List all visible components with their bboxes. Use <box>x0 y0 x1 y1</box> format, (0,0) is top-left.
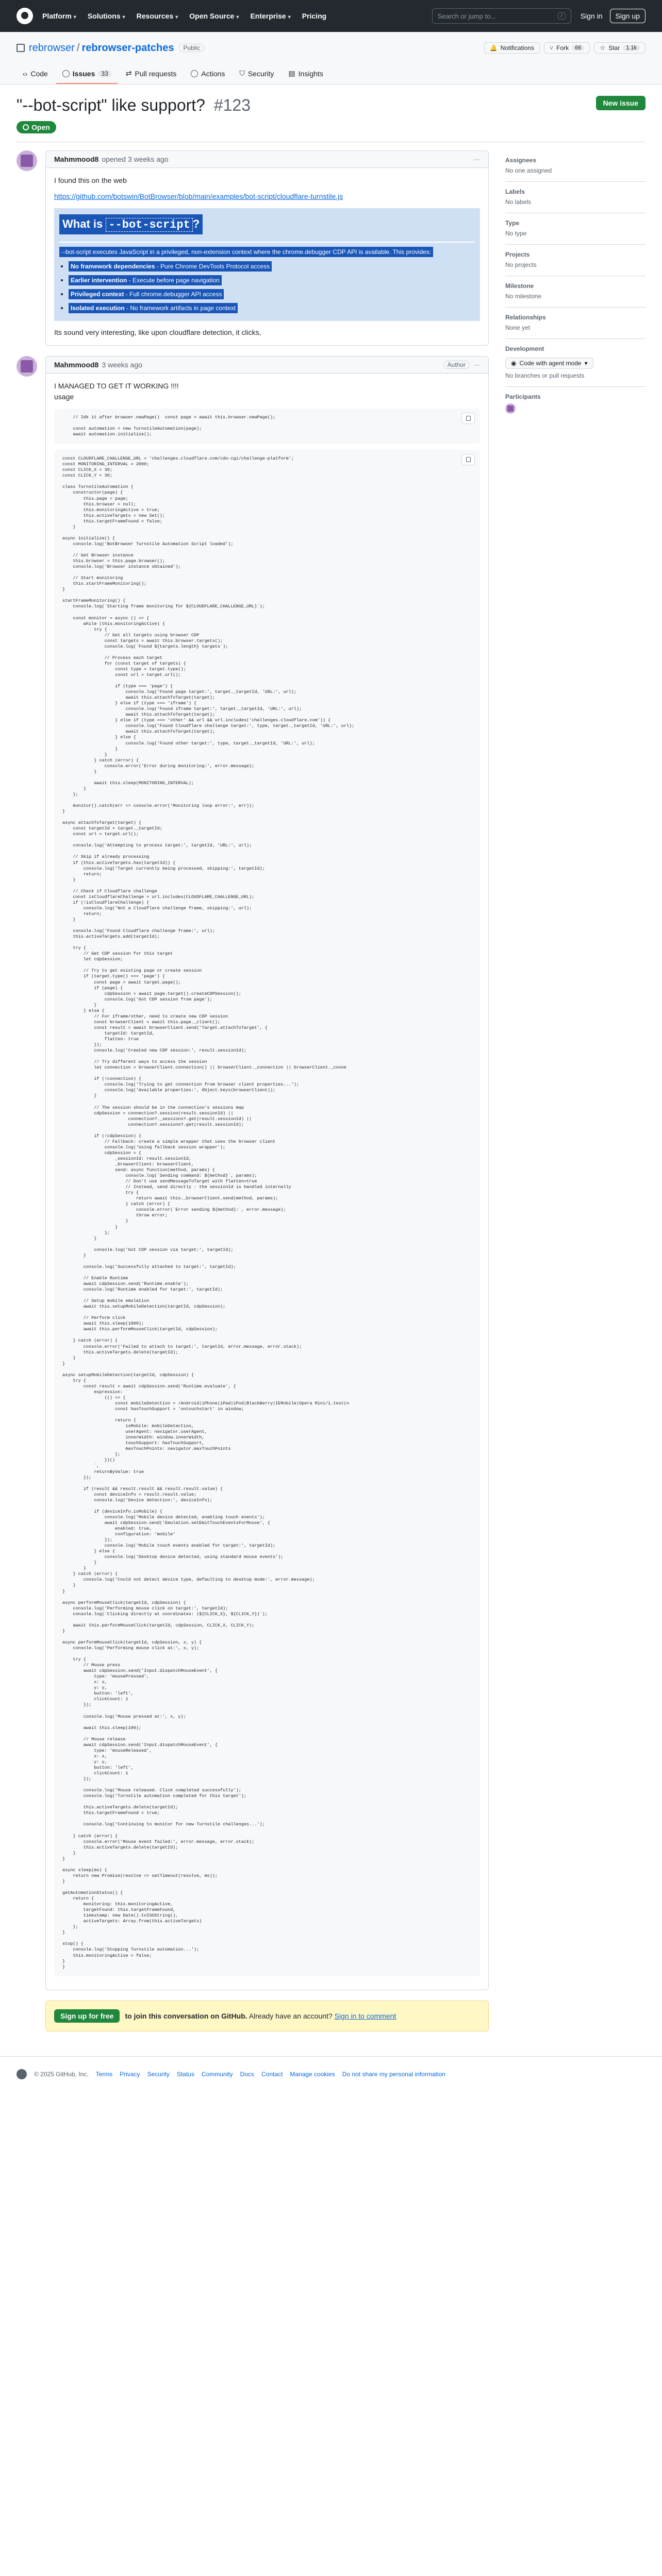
code-block-implementation: const CLOUDFLARE_CHALLENGE_URL = 'challenges.cloudflare.com/cdn-cgi/challenge-platform'; const MONITORING_INTERVAL = 2000; const CLICK_X = 30; const CLICK_Y = 30; class TurnstileAutomation { constructor(page) { this.page = page; this.browser = null; this.monitoringActive = true; this.activeTargets = new Set(); this.targetFrameFound = false; } async initialize() { console.log('BotBrowser Turnstile Automation Script loaded'); // Get Browser instance this.browser = this.page.browser(); console.log('Browser instance obtained'); // Start monitoring this.startFrameMonitoring(); } startFrameMonitoring() { console.log(`Starting frame monitoring for ${CLOUDFLARE_CHALLENGE_URL}`); const monitor = async () => { while (this.monitoringActive) { try { // Get all targets using browser CDP const targets = await this.browser.targets(); console.log(`Found ${targets.length} targets`); // Process each target for (const target of targets) { const type = target.type(); const url = target.url(); if (type === 'page') { console.log('Found page target:', target._targetId, 'URL:', url); await this.attachToTarget(target); } else if (type === 'iframe') { console.log('Found iframe target:', target._targetId, 'URL:', url); await this.attachToTarget(target); } else if (type === 'other' && url && url.includes('challenges.cloudflare.com')) { console.log('Found Cloudflare challenge target:', type, target._targetId, 'URL:', url); await this.attachToTarget(target); } else { console.log('Found other target:', type, target._targetId, 'URL:', url); } } } catch (error) { console.error('Error during monitoring:', error.message); } await this.sleep(MONITORING_INTERVAL); } }; monitor().catch(err => console.error('Monitoring loop error:', err)); } async attachToTarget(target) { const targetId = target._targetId; const url = target.url(); console.log('Attempting to process target:', targetId, 'URL:', url); // Skip if already processing if (this.activeTargets.has(targetId)) { console.log('Target currently being processed, skipping:', targetId); return; } // Check if Cloudflare challenge const isCloudflareChallenge = url.includes(CLOUDFLARE_CHALLENGE_URL); if (!isCloudflareChallenge) { console.log('Not a Cloudflare challenge frame, skipping:', url); return; } console.log('Found Cloudflare challenge frame:', url); this.activeTargets.add(targetId); try { // Get CDP session for this target let cdpSession; // Try to get existing page or create session if (target.type() === 'page') { const page = await target.page(); if (page) { cdpSession = await page.target().createCDPSession(); console.log('Got CDP session from page'); } } else { // For iframe/other, need to create new CDP session const browserClient = await this.page._client(); const result = await browserClient.send('Target.attachToTarget', { targetId: targetId, flatten: true }); console.log('Created new CDP session:', result.sessionId); // Try different ways to access the session let connection = browserClient.connection() || browserClient._connection || browserClient._conne if (!connection) { console.log('Trying to get connection from browser client properties...'); console.log('Available properties:', Object.keys(browserClient)); } // The session should be in the connection's sessions map cdpSession = connection?.session(result.sessionId) || connection?._sessions?.get(result.sessionId) || connection?.sessions?.get(result.sessionId); if (!cdpSession) { // Fallback: create a simple wrapper that uses the browser client console.log('Using fallback session wrapper'); cdpSession = { _sessionId: result.sessionId, _browserClient: browserClient, send: async function(method, params) { console.log(`Sending command: ${method}`, params); // Don't use sendMessageToTarget with flatten=true // Instead, send directly - the sessionId is handled internally try { return await this._browserClient.send(method, params); } catch (error) { console.error(`Error sending ${method}:`, error.message); throw error; } } }; } console.log('Got CDP session via target:', targetId); } console.log('Successfully attached to target:', targetId); // Enable Runtime await cdpSession.send('Runtime.enable'); console.log('Runtime enabled for target:', targetId); // Setup mobile emulation await this.setupMobileDetection(targetId, cdpSession); // Perform click await this.sleep(1000); await this.performMouseClick(targetId, cdpSession); } catch (error) { console.error('Failed to attach to target:', targetId, error.message, error.stack); this.activeTargets.delete(targetId); } } async setupMobileDetection(targetId, cdpSession) { try { const result = await cdpSession.send('Runtime.evaluate', { expression: ` (() => { const mobileDetection = /Android|iPhone|iPad|iPod|BlackBerry|IEMobile|Opera Mini/i.test(n const hasTouchSupport = 'ontouchstart' in window; return { isMobile: mobileDetection, userAgent: navigator.userAgent, innerWidth: window.innerWidth, touchSupport: hasTouchSupport, maxTouchPoints: navigator.maxTouchPoints }; })() `, returnByValue: true }); if (result && result.result && result.result.value) { const deviceInfo = result.result.value; console.log('Device detection:', deviceInfo); if (deviceInfo.isMobile) { console.log('Mobile device detected, enabling touch events'); await cdpSession.send('Emulation.setEmitTouchEventsForMouse', { enabled: true, configuration: 'mobile' }); console.log('Mobile touch events enabled for target:', targetId); } else { console.log('Desktop device detected, using standard mouse events'); } } } catch (error) { console.log('Could not detect device type, defaulting to desktop mode:', error.message); } } async performMouseClick(targetId, cdpSession) { console.log('Performing mouse click on target:', targetId); console.log(`Clicking directly at coordinates: (${CLICK_X}, ${CLICK_Y})`); await this.performMouseClick(targetId, cdpSession, CLICK_X, CLICK_Y); } async performMouseClick(targetId, cdpSession, x, y) { console.log('Performing mouse click at:', x, y); try { // Mouse press await cdpSession.send('Input.dispatchMouseEvent', { type: 'mousePressed', x: x, y: y, button: 'left', clickCount: 1 }); console.log('Mouse pressed at:', x, y); await this.sleep(100); // Mouse release await cdpSession.send('Input.dispatchMouseEvent', { type: 'mouseReleased', x: x, y: y, button: 'left', clickCount: 1 }); console.log('Mouse released. Click completed successfully'); console.log('Turnstile automation completed for this target'); this.activeTargets.delete(targetId); this.targetFrameFound = true; console.log('Continuing to monitor for new Turnstile challenges...'); } catch (error) { console.error('Mouse event failed:', error.message, error.stack); this.activeTargets.delete(targetId); } } async sleep(ms) { return new Promise(resolve => setTimeout(resolve, ms)); } getAutomationStatus() { return { monitoring: this.monitoringActive, targetFound: this.targetFrameFound, timestamp: new Date().toISOString(), activeTargets: Array.from(this.activeTargets) }; } stop() { console.log('Stopping Turnstile automation...'); this.monitoringActive = false; } } <box>54 450 480 1976</box>
milestone-value: No milestone <box>505 293 542 300</box>
star-label: Star <box>608 44 620 52</box>
footer-link-privacy[interactable]: Privacy <box>120 2070 140 2078</box>
tab-security[interactable] <box>233 65 280 84</box>
code-block-usage: // Idk it after browser.newPage() const page = await this.browser.newPage(); const automation = new TurnstileAutomation(page); await automation.initialize(); <box>54 409 480 444</box>
repo-icon <box>16 44 25 52</box>
quoted-rule <box>59 242 475 243</box>
code-with-agent-button[interactable] <box>505 358 593 369</box>
projects-value: No projects <box>505 261 537 268</box>
external-link[interactable]: https://github.com/botswin/BotBrowser/blob/main/examples/bot-script/cloudflare-turnstile.js <box>54 192 343 200</box>
issue-state-label: Open <box>31 123 50 131</box>
issue-title <box>16 96 251 115</box>
list-item-text: - Execute before page navigation <box>127 277 220 284</box>
comment-text: Its sound very interesting, like upon cloudflare detection, it clicks, <box>54 328 261 336</box>
author-badge: Author <box>443 361 470 369</box>
copy-icon[interactable] <box>461 454 475 465</box>
fork-button[interactable] <box>544 42 590 54</box>
comment-text: I found this on the web <box>54 176 127 184</box>
list-item <box>69 302 475 314</box>
bell-icon: 🔔 <box>489 44 498 52</box>
issue-opened-icon <box>23 124 29 130</box>
quoted-heading <box>59 214 203 234</box>
chevron-down-icon: ▾ <box>584 360 588 367</box>
list-item <box>69 288 475 300</box>
list-item-text: - Pure Chrome DevTools Protocol access <box>155 263 270 270</box>
repo-separator: / <box>76 42 80 54</box>
chevron-down-icon: ▾ <box>122 14 125 20</box>
global-header <box>0 0 662 32</box>
nav-label: Solutions <box>87 12 121 20</box>
list-item-bold: Earlier intervention <box>71 277 127 284</box>
star-button[interactable] <box>594 42 646 54</box>
nav-label: Enterprise <box>250 12 286 20</box>
avatar[interactable] <box>505 403 516 414</box>
sign-up-free-button[interactable]: Sign up for free <box>54 2009 120 2023</box>
issue-opened-icon <box>62 70 70 77</box>
pull-request-icon: ⇄ <box>125 69 132 77</box>
assignees-heading: Assignees <box>505 157 537 164</box>
sign-in-to-comment-link[interactable]: Sign in to comment <box>334 2011 396 2020</box>
footer-link-community[interactable]: Community <box>201 2070 233 2078</box>
footer-link-status[interactable]: Status <box>176 2070 194 2078</box>
chevron-down-icon: ▾ <box>236 14 239 20</box>
github-logo-icon[interactable] <box>16 2069 27 2079</box>
chevron-down-icon: ▾ <box>175 14 178 20</box>
comment-text: usage <box>54 393 74 401</box>
tab-label: Pull requests <box>135 69 177 78</box>
search-placeholder: Search or jump to... <box>437 12 496 20</box>
kebab-menu-icon[interactable]: ··· <box>474 156 480 163</box>
tab-code[interactable] <box>16 65 54 84</box>
chevron-down-icon: ▾ <box>73 14 76 20</box>
issue-body-comment <box>16 150 489 346</box>
nav-label: Resources <box>136 12 174 20</box>
list-item-bold: Privileged context <box>71 291 124 298</box>
tab-issues[interactable] <box>56 65 118 84</box>
footer-link-docs[interactable]: Docs <box>240 2070 254 2078</box>
nav-pricing[interactable]: Pricing <box>302 12 327 20</box>
kebab-menu-icon[interactable]: ··· <box>474 361 480 368</box>
tab-pull-requests[interactable] <box>120 65 183 84</box>
list-item-bold: Isolated execution <box>71 304 125 312</box>
development-value: No branches or pull requests <box>505 372 585 379</box>
list-item-text: - No framework artifacts in page context <box>124 304 236 312</box>
visibility-badge: Public <box>179 44 204 52</box>
nav-enterprise[interactable] <box>250 12 290 20</box>
development-heading: Development <box>505 345 544 352</box>
repo-owner-link[interactable]: rebrowser <box>29 42 75 54</box>
issue-comment <box>16 356 489 1990</box>
tab-label: Insights <box>298 69 323 78</box>
quoted-description: --bot-script executes JavaScript in a privileged, non-extension context where the chrome.debugger CDP API is available. This provides: <box>59 247 433 257</box>
play-icon <box>191 70 198 77</box>
tab-label: Security <box>247 69 274 78</box>
nav-resources[interactable] <box>137 12 178 20</box>
issue-title-text: "--bot-script" like support? <box>16 96 205 114</box>
issue-number: #123 <box>213 96 251 114</box>
github-logo-icon[interactable] <box>16 8 33 24</box>
list-item-text: - Full chrome.debugger API access <box>124 291 222 298</box>
repo-header <box>0 32 662 84</box>
quoted-list <box>69 260 475 314</box>
type-heading: Type <box>505 219 520 227</box>
new-issue-button[interactable]: New issue <box>596 96 646 110</box>
relationships-value: None yet <box>505 324 531 331</box>
footer-copyright: © 2025 GitHub, Inc. <box>34 2070 89 2078</box>
star-icon: ☆ <box>600 44 606 52</box>
comment-author[interactable]: Mahmmood8 <box>54 155 99 163</box>
quoted-heading-code: --bot-script <box>106 218 192 232</box>
nav-solutions[interactable] <box>88 12 125 20</box>
star-count: 1.1k <box>623 45 640 51</box>
chevron-down-icon: ▾ <box>288 14 291 20</box>
list-item-bold: No framework dependencies <box>71 263 155 270</box>
code-icon: ‹› <box>23 69 28 78</box>
search-shortcut-key: / <box>558 12 566 20</box>
graph-icon: ▤ <box>288 69 295 77</box>
tab-actions[interactable] <box>185 65 231 84</box>
site-footer <box>0 2056 662 2079</box>
quoted-heading-pre: What is <box>62 217 106 230</box>
issue-state-badge <box>16 121 56 133</box>
shield-icon: ⛉ <box>239 69 245 77</box>
fork-count: 66 <box>572 45 584 51</box>
repo-tabs <box>16 65 646 84</box>
issue-sidebar <box>505 150 646 2001</box>
comment-timestamp[interactable]: 3 weeks ago <box>102 361 142 369</box>
participants-heading: Participants <box>505 393 541 400</box>
comment-timestamp[interactable]: opened 3 weeks ago <box>102 155 169 163</box>
search-input[interactable] <box>432 8 571 24</box>
avatar[interactable] <box>16 356 37 377</box>
footer-link-do-not-share[interactable]: Do not share my personal information <box>342 2070 445 2078</box>
assignees-value: No one assigned <box>505 167 552 174</box>
notifications-button[interactable] <box>484 42 540 54</box>
nav-label: Platform <box>42 12 72 20</box>
milestone-heading: Milestone <box>505 282 534 290</box>
tab-insights[interactable] <box>282 65 329 84</box>
footer-link-security[interactable]: Security <box>147 2070 170 2078</box>
fork-label: Fork <box>556 44 569 52</box>
notifications-label: Notifications <box>500 44 534 52</box>
list-item <box>69 274 475 286</box>
nav-platform[interactable] <box>42 12 76 20</box>
sign-in-link[interactable]: Sign in <box>580 12 603 20</box>
copilot-icon: ◉ <box>511 360 517 367</box>
labels-heading: Labels <box>505 188 525 195</box>
avatar[interactable] <box>16 150 37 171</box>
projects-heading: Projects <box>505 251 530 258</box>
copy-icon[interactable] <box>461 413 475 424</box>
relationships-heading: Relationships <box>505 314 546 321</box>
tab-label: Code <box>30 69 48 78</box>
quoted-selection <box>54 208 480 321</box>
banner-text: to join this conversation on GitHub. <box>125 2011 247 2020</box>
footer-link-contact[interactable]: Contact <box>261 2070 283 2078</box>
tab-label: Actions <box>201 69 225 78</box>
labels-value: No labels <box>505 198 532 206</box>
comment-author[interactable]: Mahmmood8 <box>54 361 99 369</box>
signup-banner <box>45 2001 489 2031</box>
tab-count: 33 <box>98 70 111 77</box>
footer-link-terms[interactable]: Terms <box>95 2070 113 2078</box>
sign-up-button[interactable]: Sign up <box>610 9 646 23</box>
footer-link-manage-cookies[interactable]: Manage cookies <box>290 2070 335 2078</box>
repo-name-link[interactable]: rebrowser-patches <box>81 42 174 54</box>
nav-open-source[interactable] <box>189 12 239 20</box>
quoted-heading-post: ? <box>192 217 200 230</box>
tab-label: Issues <box>72 69 95 78</box>
nav-label: Open Source <box>189 12 235 20</box>
comment-text: I MANAGED TO GET IT WORKING !!!! <box>54 382 179 390</box>
issue-timeline <box>16 150 489 2001</box>
list-item <box>69 260 475 273</box>
fork-icon: ⑂ <box>549 44 554 52</box>
banner-already: Already have an account? <box>247 2011 335 2020</box>
type-value: No type <box>505 230 527 237</box>
global-nav <box>42 12 326 20</box>
code-with-agent-label: Code with agent mode <box>519 360 582 367</box>
